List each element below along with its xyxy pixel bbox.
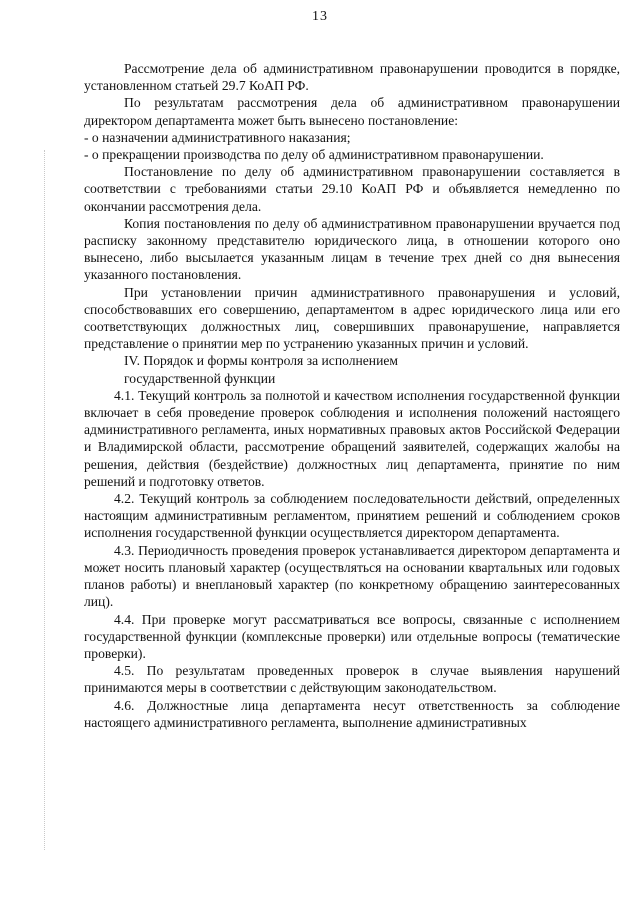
- paragraph-representation: При установлении причин административного правонарушения и условий, способствовавших его совершению, департаментом в адрес юридического лица или его соответствующих должностных лиц, совершивших правонарушение, направляется представление о принятии мер по устранению указанных причин и условий.: [84, 284, 620, 352]
- paragraph-hearing-procedure: Рассмотрение дела об административном правонарушении проводится в порядке, установленном статьей 29.7 КоАП РФ.: [84, 61, 620, 94]
- item-4-2: 4.2. Текущий контроль за соблюдением последовательности действий, определенных настоящим административным регламентом, принятием решений и соблюдением сроков исполнения государственной функции осуществляется директором департамента.: [84, 491, 620, 541]
- item-4-6: 4.6. Должностные лица департамента несут ответственность за соблюдение настоящего административного регламента, выполнение административных: [84, 697, 620, 730]
- bullet-penalty: - о назначении административного наказания;: [84, 129, 351, 145]
- scan-margin-mark: [44, 150, 45, 850]
- item-4-1: 4.1. Текущий контроль за полнотой и качеством исполнения государственной функции включает в себя проведение проверок соблюдения и исполнения положений настоящего административного регламента, иных нормативных правовых актов Российской Федерации и Владимирской области, рассмотрение обращений заявителей, содержащих жалобы на решения, действия (бездействие) должностных лиц департамента, принятие по ним решений и подготовку ответов.: [84, 387, 620, 489]
- paragraph-decision-options: По результатам рассмотрения дела об административном правонарушении директором департамента может быть вынесено постановление:: [84, 95, 620, 128]
- section-title: [84, 352, 620, 386]
- item-4-4: 4.4. При проверке могут рассматриваться все вопросы, связанные с исполнением государственной функции (комплексные проверки) или отдельные вопросы (тематические проверки).: [84, 611, 620, 661]
- item-4-5: 4.5. По результатам проведенных проверок в случае выявления нарушений принимаются меры в соответствии с действующим законодательством.: [84, 663, 620, 696]
- item-4-3: 4.3. Периодичность проведения проверок устанавливается директором департамента и может носить плановый характер (осуществляться на основании квартальных или годовых планов работы) и внеплановый характер (по конкретному обращению заинтересованных лиц).: [84, 542, 620, 610]
- document-body: [84, 60, 620, 731]
- section-title-line-1: IV. Порядок и формы контроля за исполнением: [124, 353, 398, 369]
- page-number: 13: [312, 9, 328, 24]
- paragraph-decision-copy: Копия постановления по делу об административном правонарушении вручается под расписку законному представителю юридического лица, в отношении которого оно вынесено, либо высылается указанным лицам в течение трех дней со дня вынесения указанного постановления.: [84, 215, 620, 283]
- section-title-line-2: государственной функции: [124, 370, 276, 386]
- bullet-termination: - о прекращении производства по делу об административном правонарушении.: [84, 147, 544, 163]
- paragraph-decision-drafting: Постановление по делу об административном правонарушении составляется в соответствии с требованиями статьи 29.10 КоАП РФ и объявляется немедленно по окончании рассмотрения дела.: [84, 164, 620, 214]
